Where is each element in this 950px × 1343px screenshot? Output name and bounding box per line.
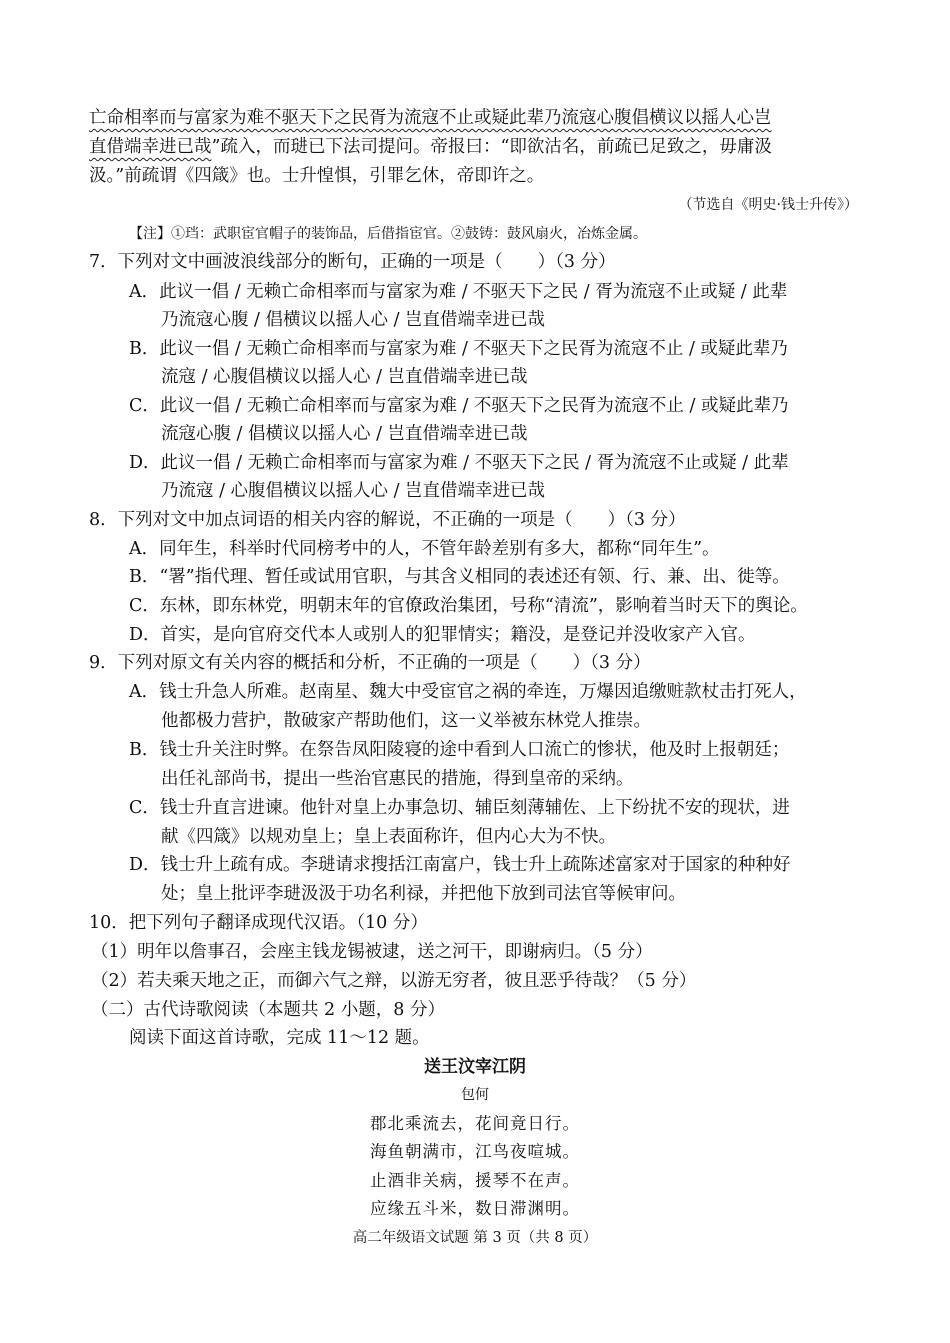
poem-author: 包何 [461,1087,489,1103]
q7-stem: 7．下列对文中画波浪线部分的断句，正确的一项是（ ）（3 分） [89,252,616,272]
passage-line-1: 亡命相率而与富家为难不驱天下之民胥为流寇不止或疑此辈乃流寇心腹倡横议以摇人心岂 [89,108,772,128]
q9-option-d-cont: 处；皇上批评李琎汲汲于功名利禄，并把他下放到司法官等候审问。 [161,884,686,904]
q8-option-d: D．首实，是向官府交代本人或别人的犯罪情实；籍没，是登记并没收家产入官。 [129,625,756,645]
passage-line-2 [89,135,772,159]
poem-line-2: 海鱼朝满市，江鸟夜喧城。 [370,1142,580,1161]
passage-line-2-rest: ”疏入，而琎已下法司提问。帝报曰：“即欲沽名，前疏已足致之，毋庸汲 [211,137,772,157]
q7-option-d: D．此议一倡 / 无赖亡命相率而与富家为难 / 不驱天下之民 / 胥为流寇不止或疑 / 此辈 [129,453,789,473]
page-footer: 高二年级语文试题 第 3 页（共 8 页） [352,1230,598,1246]
q8-option-a: A．同年生，科举时代同榜考中的人，不管年龄差别有多大，都称“同年生”。 [129,539,720,559]
q9-option-a-cont: 他都极力营护，散破家产帮助他们，这一义举被东林党人推崇。 [161,711,651,731]
q9-stem: 9．下列对原文有关内容的概括和分析，不正确的一项是（ ）（3 分） [89,653,651,673]
q9-option-d: D．钱士升上疏有成。李琎请求搜括江南富户，钱士升上疏陈述富家对于国家的种种好 [129,855,791,875]
poem-line-3: 止酒非关病，援琴不在声。 [370,1171,580,1190]
q7-option-b: B．此议一倡 / 无赖亡命相率而与富家为难 / 不驱天下之民胥为流寇不止 / 或疑此辈乃 [129,339,788,359]
q9-option-c: C．钱士升直言进谏。他针对皇上办事急切、辅臣刻薄辅佐、上下纷扰不安的现状，进 [129,798,790,818]
section-2-heading: （二）古代诗歌阅读（本题共 2 小题，8 分） [91,1000,445,1020]
q7-option-a: A．此议一倡 / 无赖亡命相率而与富家为难 / 不驱天下之民 / 胥为流寇不止或疑 / 此辈 [129,282,788,302]
q9-option-a: A．钱士升急人所难。赵南星、魏大中受宦官之祸的牵连，万爆因追缴赃款杖击打死人， [129,682,807,702]
q9-option-b: B．钱士升关注时弊。在祭告凤阳陵寝的途中看到人口流亡的惨状，他及时上报朝廷； [129,740,790,760]
poem-line-4: 应缘五斗米，数日滞渊明。 [370,1199,580,1218]
passage-line-3: 汲。”前疏谓《四箴》也。士升惶惧，引罪乞休，帝即许之。 [89,166,545,186]
passage-line-2-wavy: 直借端幸进已哉 [89,137,212,157]
q8-option-b: B．“署”指代理、暂任或试用官职，与其含义相同的表述还有领、行、兼、出、徙等。 [129,567,790,587]
q7-option-c-cont: 流寇心腹 / 倡横议以摇人心 / 岂直借端幸进已哉 [161,424,528,444]
q7-option-a-cont: 乃流寇心腹 / 倡横议以摇人心 / 岂直借端幸进已哉 [161,310,546,330]
q8-stem: 8．下列对文中加点词语的相关内容的解说，不正确的一项是（ ）（3 分） [89,510,686,530]
q7-option-d-cont: 乃流寇 / 心腹倡横议以摇人心 / 岂直借端幸进已哉 [161,481,546,501]
q10-sentence-2: （2）若夫乘天地之正，而御六气之辩，以游无穷者，彼且恶乎待哉？（5 分） [91,971,697,991]
q7-option-b-cont: 流寇 / 心腹倡横议以摇人心 / 岂直借端幸进已哉 [161,367,528,387]
q10-sentence-1: （1）明年以詹事召，会座主钱龙锡被逮，送之河干，即谢病归。（5 分） [91,942,653,962]
passage-source: （节选自《明史·钱士升传》） [678,197,858,213]
q10-stem: 10．把下列句子翻译成现代汉语。（10 分） [89,913,428,933]
passage-note: 【注】①珰：武职宦官帽子的装饰品，后借指宦官。②鼓铸：鼓风扇火，冶炼金属。 [129,226,647,242]
poem-line-1: 郡北乘流去，花间竟日行。 [370,1114,580,1133]
q9-option-c-cont: 献《四箴》以规劝皇上；皇上表面称许，但内心大为不快。 [161,827,616,847]
poem-instruction: 阅读下面这首诗歌，完成 11～12 题。 [129,1028,430,1048]
q7-option-c: C．此议一倡 / 无赖亡命相率而与富家为难 / 不驱天下之民胥为流寇不止 / 或疑此辈乃 [129,396,789,416]
q9-option-b-cont: 出任礼部尚书，提出一些治官惠民的措施，得到皇帝的采纳。 [161,769,634,789]
q8-option-c: C．东林，即东林党，明朝末年的官僚政治集团，号称“清流”，影响着当时天下的舆论。 [129,596,808,616]
poem-title: 送王汶宰江阴 [424,1057,526,1077]
